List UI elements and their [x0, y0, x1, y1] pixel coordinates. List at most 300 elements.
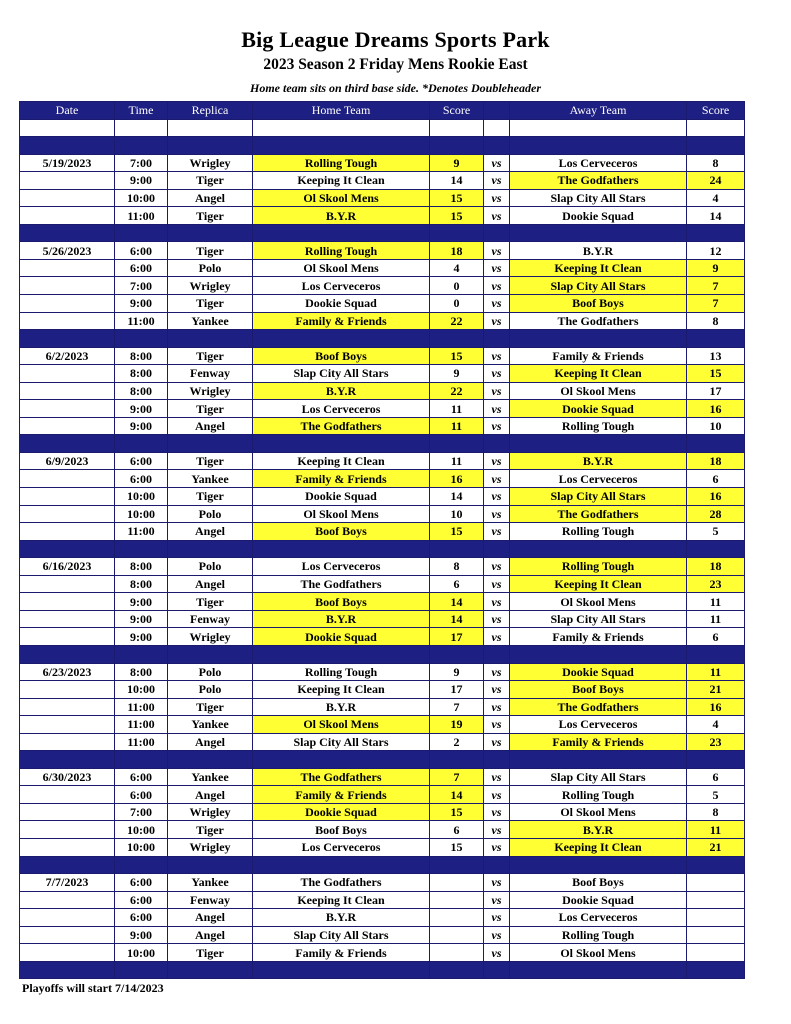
home-score-cell: 19: [430, 716, 484, 734]
away-score-cell: 11: [687, 610, 745, 628]
time-cell: 10:00: [115, 488, 168, 506]
vs-cell: vs: [484, 663, 510, 681]
table-row: [20, 926, 745, 944]
col-header-home-team: Home Team: [253, 102, 430, 120]
vs-cell: vs: [484, 874, 510, 892]
away-score-cell: [687, 909, 745, 927]
home-team-cell: The Godfathers: [253, 874, 430, 892]
vs-cell: vs: [484, 242, 510, 260]
home-team-cell: Keeping It Clean: [253, 891, 430, 909]
date-cell: 6/16/2023: [20, 558, 115, 576]
table-row: [20, 277, 745, 295]
time-cell: 8:00: [115, 575, 168, 593]
table-row: [20, 716, 745, 734]
date-cell: [20, 523, 115, 541]
away-score-cell: 15: [687, 365, 745, 383]
away-score-cell: 14: [687, 207, 745, 225]
vs-cell: vs: [484, 365, 510, 383]
away-team-cell: Slap City All Stars: [510, 768, 687, 786]
away-team-cell: Ol Skool Mens: [510, 382, 687, 400]
date-cell: [20, 610, 115, 628]
date-cell: [20, 716, 115, 734]
date-cell: [20, 803, 115, 821]
table-row: [20, 523, 745, 541]
table-row: [20, 909, 745, 927]
replica-cell: Wrigley: [168, 382, 253, 400]
away-team-cell: Los Cerveceros: [510, 154, 687, 172]
away-team-cell: Keeping It Clean: [510, 575, 687, 593]
home-team-cell: Family & Friends: [253, 312, 430, 330]
away-team-cell: Los Cerveceros: [510, 909, 687, 927]
time-cell: 7:00: [115, 803, 168, 821]
time-cell: 9:00: [115, 628, 168, 646]
time-cell: 8:00: [115, 365, 168, 383]
time-cell: 6:00: [115, 768, 168, 786]
home-score-cell: 14: [430, 172, 484, 190]
home-score-cell: 22: [430, 312, 484, 330]
home-team-cell: The Godfathers: [253, 575, 430, 593]
date-cell: [20, 488, 115, 506]
away-score-cell: 6: [687, 470, 745, 488]
home-score-cell: 14: [430, 786, 484, 804]
away-score-cell: 10: [687, 417, 745, 435]
table-row: [20, 259, 745, 277]
home-team-cell: Boof Boys: [253, 593, 430, 611]
home-team-cell: Rolling Tough: [253, 242, 430, 260]
vs-cell: vs: [484, 803, 510, 821]
home-team-cell: Ol Skool Mens: [253, 716, 430, 734]
time-cell: 8:00: [115, 558, 168, 576]
home-team-cell: B.Y.R: [253, 698, 430, 716]
replica-cell: Wrigley: [168, 277, 253, 295]
vs-cell: vs: [484, 681, 510, 699]
week-separator-row: [20, 751, 745, 769]
away-score-cell: 11: [687, 663, 745, 681]
time-cell: 6:00: [115, 874, 168, 892]
time-cell: 10:00: [115, 681, 168, 699]
col-header-vs: [484, 102, 510, 120]
date-cell: 5/26/2023: [20, 242, 115, 260]
away-team-cell: The Godfathers: [510, 505, 687, 523]
table-row: [20, 733, 745, 751]
away-score-cell: [687, 891, 745, 909]
home-score-cell: 8: [430, 558, 484, 576]
home-score-cell: 11: [430, 400, 484, 418]
time-cell: 7:00: [115, 277, 168, 295]
away-score-cell: [687, 926, 745, 944]
away-team-cell: Slap City All Stars: [510, 277, 687, 295]
vs-cell: vs: [484, 944, 510, 962]
week-separator-row: [20, 330, 745, 348]
date-cell: [20, 944, 115, 962]
home-score-cell: 6: [430, 821, 484, 839]
replica-cell: Tiger: [168, 172, 253, 190]
replica-cell: Angel: [168, 786, 253, 804]
replica-cell: Angel: [168, 417, 253, 435]
date-cell: [20, 909, 115, 927]
away-team-cell: Slap City All Stars: [510, 189, 687, 207]
time-cell: 6:00: [115, 470, 168, 488]
replica-cell: Yankee: [168, 874, 253, 892]
time-cell: 9:00: [115, 172, 168, 190]
away-team-cell: Family & Friends: [510, 733, 687, 751]
home-score-cell: 0: [430, 295, 484, 313]
time-cell: 6:00: [115, 891, 168, 909]
away-score-cell: 16: [687, 400, 745, 418]
date-cell: [20, 295, 115, 313]
home-score-cell: 14: [430, 610, 484, 628]
away-team-cell: Dookie Squad: [510, 891, 687, 909]
time-cell: 6:00: [115, 786, 168, 804]
week-separator-row: [20, 856, 745, 874]
table-row: [20, 681, 745, 699]
date-cell: [20, 277, 115, 295]
time-cell: 11:00: [115, 207, 168, 225]
date-cell: [20, 575, 115, 593]
replica-cell: Tiger: [168, 295, 253, 313]
table-row: [20, 874, 745, 892]
home-score-cell: 16: [430, 470, 484, 488]
vs-cell: vs: [484, 733, 510, 751]
home-score-cell: 22: [430, 382, 484, 400]
time-cell: 10:00: [115, 505, 168, 523]
col-header-time: Time: [115, 102, 168, 120]
home-team-cell: Dookie Squad: [253, 803, 430, 821]
home-score-cell: [430, 944, 484, 962]
time-cell: 8:00: [115, 663, 168, 681]
table-row: [20, 803, 745, 821]
date-cell: [20, 400, 115, 418]
home-score-cell: 9: [430, 663, 484, 681]
home-team-cell: Rolling Tough: [253, 663, 430, 681]
home-score-cell: 6: [430, 575, 484, 593]
away-score-cell: 7: [687, 295, 745, 313]
table-row: [20, 944, 745, 962]
date-cell: [20, 259, 115, 277]
week-separator-row: [20, 435, 745, 453]
replica-cell: Polo: [168, 681, 253, 699]
replica-cell: Yankee: [168, 768, 253, 786]
home-score-cell: 2: [430, 733, 484, 751]
col-header-away-score: Score: [687, 102, 745, 120]
away-team-cell: Family & Friends: [510, 347, 687, 365]
away-team-cell: Keeping It Clean: [510, 365, 687, 383]
table-row: [20, 347, 745, 365]
vs-cell: vs: [484, 926, 510, 944]
away-team-cell: Rolling Tough: [510, 417, 687, 435]
table-row: [20, 452, 745, 470]
table-row: [20, 838, 745, 856]
date-cell: [20, 733, 115, 751]
away-team-cell: The Godfathers: [510, 172, 687, 190]
away-team-cell: Dookie Squad: [510, 400, 687, 418]
away-team-cell: Ol Skool Mens: [510, 593, 687, 611]
replica-cell: Polo: [168, 259, 253, 277]
away-score-cell: 16: [687, 698, 745, 716]
replica-cell: Wrigley: [168, 154, 253, 172]
table-row: [20, 891, 745, 909]
away-score-cell: 5: [687, 786, 745, 804]
vs-cell: vs: [484, 698, 510, 716]
date-cell: 5/19/2023: [20, 154, 115, 172]
home-team-cell: Keeping It Clean: [253, 452, 430, 470]
vs-cell: vs: [484, 716, 510, 734]
home-team-cell: B.Y.R: [253, 610, 430, 628]
home-score-cell: 15: [430, 838, 484, 856]
vs-cell: vs: [484, 505, 510, 523]
away-score-cell: 18: [687, 452, 745, 470]
away-score-cell: 18: [687, 558, 745, 576]
away-team-cell: B.Y.R: [510, 452, 687, 470]
vs-cell: vs: [484, 452, 510, 470]
schedule-body: [20, 119, 745, 979]
home-team-cell: Slap City All Stars: [253, 926, 430, 944]
home-score-cell: [430, 891, 484, 909]
replica-cell: Tiger: [168, 593, 253, 611]
replica-cell: Wrigley: [168, 838, 253, 856]
table-row: [20, 154, 745, 172]
home-team-cell: Ol Skool Mens: [253, 189, 430, 207]
date-cell: 6/23/2023: [20, 663, 115, 681]
home-score-cell: 4: [430, 259, 484, 277]
vs-cell: vs: [484, 488, 510, 506]
home-team-cell: Los Cerveceros: [253, 277, 430, 295]
home-team-cell: B.Y.R: [253, 382, 430, 400]
home-score-cell: [430, 909, 484, 927]
vs-cell: vs: [484, 417, 510, 435]
away-score-cell: 13: [687, 347, 745, 365]
away-team-cell: Rolling Tough: [510, 523, 687, 541]
away-score-cell: 17: [687, 382, 745, 400]
vs-cell: vs: [484, 382, 510, 400]
page-note: Home team sits on third base side. *Denotes Doubleheader: [250, 81, 541, 95]
date-cell: [20, 382, 115, 400]
away-score-cell: 11: [687, 821, 745, 839]
vs-cell: vs: [484, 909, 510, 927]
away-team-cell: Dookie Squad: [510, 207, 687, 225]
table-row: [20, 207, 745, 225]
away-team-cell: Ol Skool Mens: [510, 803, 687, 821]
date-cell: [20, 786, 115, 804]
home-score-cell: 17: [430, 628, 484, 646]
away-score-cell: 4: [687, 716, 745, 734]
home-team-cell: Dookie Squad: [253, 488, 430, 506]
replica-cell: Tiger: [168, 242, 253, 260]
time-cell: 11:00: [115, 733, 168, 751]
vs-cell: vs: [484, 347, 510, 365]
away-score-cell: 16: [687, 488, 745, 506]
table-row: [20, 593, 745, 611]
away-score-cell: 8: [687, 154, 745, 172]
table-row: [20, 768, 745, 786]
away-score-cell: 23: [687, 575, 745, 593]
home-team-cell: Los Cerveceros: [253, 400, 430, 418]
home-score-cell: 17: [430, 681, 484, 699]
time-cell: 10:00: [115, 944, 168, 962]
vs-cell: vs: [484, 593, 510, 611]
away-team-cell: B.Y.R: [510, 242, 687, 260]
vs-cell: vs: [484, 470, 510, 488]
replica-cell: Tiger: [168, 821, 253, 839]
table-row: [20, 698, 745, 716]
vs-cell: vs: [484, 207, 510, 225]
away-team-cell: Los Cerveceros: [510, 716, 687, 734]
vs-cell: vs: [484, 610, 510, 628]
table-row: [20, 189, 745, 207]
home-team-cell: Los Cerveceros: [253, 838, 430, 856]
time-cell: 8:00: [115, 347, 168, 365]
date-cell: [20, 189, 115, 207]
date-cell: [20, 207, 115, 225]
week-separator-row: [20, 224, 745, 242]
home-team-cell: Family & Friends: [253, 944, 430, 962]
time-cell: 7:00: [115, 154, 168, 172]
home-score-cell: [430, 926, 484, 944]
time-cell: 9:00: [115, 400, 168, 418]
home-team-cell: The Godfathers: [253, 768, 430, 786]
vs-cell: vs: [484, 523, 510, 541]
vs-cell: vs: [484, 189, 510, 207]
home-score-cell: 15: [430, 347, 484, 365]
blank-row: [20, 119, 745, 137]
table-row: [20, 610, 745, 628]
table-row: [20, 821, 745, 839]
replica-cell: Wrigley: [168, 628, 253, 646]
home-score-cell: 0: [430, 277, 484, 295]
date-cell: [20, 417, 115, 435]
away-score-cell: 12: [687, 242, 745, 260]
home-team-cell: Boof Boys: [253, 821, 430, 839]
col-header-home-score: Score: [430, 102, 484, 120]
time-cell: 9:00: [115, 593, 168, 611]
home-team-cell: Family & Friends: [253, 470, 430, 488]
away-score-cell: 6: [687, 768, 745, 786]
away-team-cell: Boof Boys: [510, 874, 687, 892]
replica-cell: Angel: [168, 189, 253, 207]
date-cell: [20, 505, 115, 523]
replica-cell: Fenway: [168, 365, 253, 383]
time-cell: 10:00: [115, 838, 168, 856]
home-team-cell: Dookie Squad: [253, 628, 430, 646]
time-cell: 9:00: [115, 295, 168, 313]
time-cell: 9:00: [115, 610, 168, 628]
table-row: [20, 382, 745, 400]
time-cell: 6:00: [115, 909, 168, 927]
time-cell: 6:00: [115, 259, 168, 277]
vs-cell: vs: [484, 154, 510, 172]
table-row: [20, 575, 745, 593]
replica-cell: Tiger: [168, 944, 253, 962]
away-score-cell: 4: [687, 189, 745, 207]
time-cell: 6:00: [115, 242, 168, 260]
date-cell: [20, 891, 115, 909]
week-separator-row: [20, 540, 745, 558]
date-cell: [20, 312, 115, 330]
table-row: [20, 312, 745, 330]
replica-cell: Wrigley: [168, 803, 253, 821]
table-row: [20, 417, 745, 435]
home-team-cell: Family & Friends: [253, 786, 430, 804]
table-row: [20, 365, 745, 383]
away-team-cell: The Godfathers: [510, 698, 687, 716]
replica-cell: Yankee: [168, 312, 253, 330]
home-score-cell: 14: [430, 593, 484, 611]
date-cell: [20, 172, 115, 190]
date-cell: 7/7/2023: [20, 874, 115, 892]
replica-cell: Yankee: [168, 470, 253, 488]
home-score-cell: 10: [430, 505, 484, 523]
replica-cell: Tiger: [168, 488, 253, 506]
away-score-cell: 9: [687, 259, 745, 277]
table-row: [20, 558, 745, 576]
away-score-cell: 23: [687, 733, 745, 751]
home-score-cell: 7: [430, 768, 484, 786]
table-row: [20, 786, 745, 804]
vs-cell: vs: [484, 821, 510, 839]
replica-cell: Fenway: [168, 610, 253, 628]
table-row: [20, 488, 745, 506]
away-score-cell: 8: [687, 803, 745, 821]
time-cell: 11:00: [115, 312, 168, 330]
away-team-cell: Ol Skool Mens: [510, 944, 687, 962]
home-team-cell: Slap City All Stars: [253, 733, 430, 751]
date-cell: 6/2/2023: [20, 347, 115, 365]
home-score-cell: 9: [430, 154, 484, 172]
week-separator-row: [20, 137, 745, 155]
table-row: [20, 400, 745, 418]
vs-cell: vs: [484, 891, 510, 909]
away-score-cell: 6: [687, 628, 745, 646]
home-score-cell: 15: [430, 207, 484, 225]
away-team-cell: Dookie Squad: [510, 663, 687, 681]
away-team-cell: Los Cerveceros: [510, 470, 687, 488]
away-team-cell: Family & Friends: [510, 628, 687, 646]
table-row: [20, 172, 745, 190]
home-team-cell: Keeping It Clean: [253, 681, 430, 699]
time-cell: 10:00: [115, 189, 168, 207]
vs-cell: vs: [484, 768, 510, 786]
vs-cell: vs: [484, 628, 510, 646]
replica-cell: Angel: [168, 733, 253, 751]
table-row: [20, 628, 745, 646]
vs-cell: vs: [484, 786, 510, 804]
vs-cell: vs: [484, 838, 510, 856]
replica-cell: Yankee: [168, 716, 253, 734]
replica-cell: Tiger: [168, 452, 253, 470]
table-row: [20, 663, 745, 681]
table-row: [20, 505, 745, 523]
away-team-cell: Rolling Tough: [510, 926, 687, 944]
date-cell: [20, 365, 115, 383]
col-header-replica: Replica: [168, 102, 253, 120]
home-score-cell: 18: [430, 242, 484, 260]
home-score-cell: 14: [430, 488, 484, 506]
home-team-cell: Rolling Tough: [253, 154, 430, 172]
home-score-cell: 15: [430, 523, 484, 541]
table-header-row: [20, 102, 745, 120]
away-score-cell: 11: [687, 593, 745, 611]
home-team-cell: B.Y.R: [253, 909, 430, 927]
home-team-cell: Boof Boys: [253, 347, 430, 365]
time-cell: 9:00: [115, 417, 168, 435]
home-team-cell: Boof Boys: [253, 523, 430, 541]
home-score-cell: 11: [430, 452, 484, 470]
replica-cell: Tiger: [168, 400, 253, 418]
date-cell: [20, 821, 115, 839]
time-cell: 11:00: [115, 698, 168, 716]
home-team-cell: Dookie Squad: [253, 295, 430, 313]
schedule-table: [19, 101, 745, 979]
